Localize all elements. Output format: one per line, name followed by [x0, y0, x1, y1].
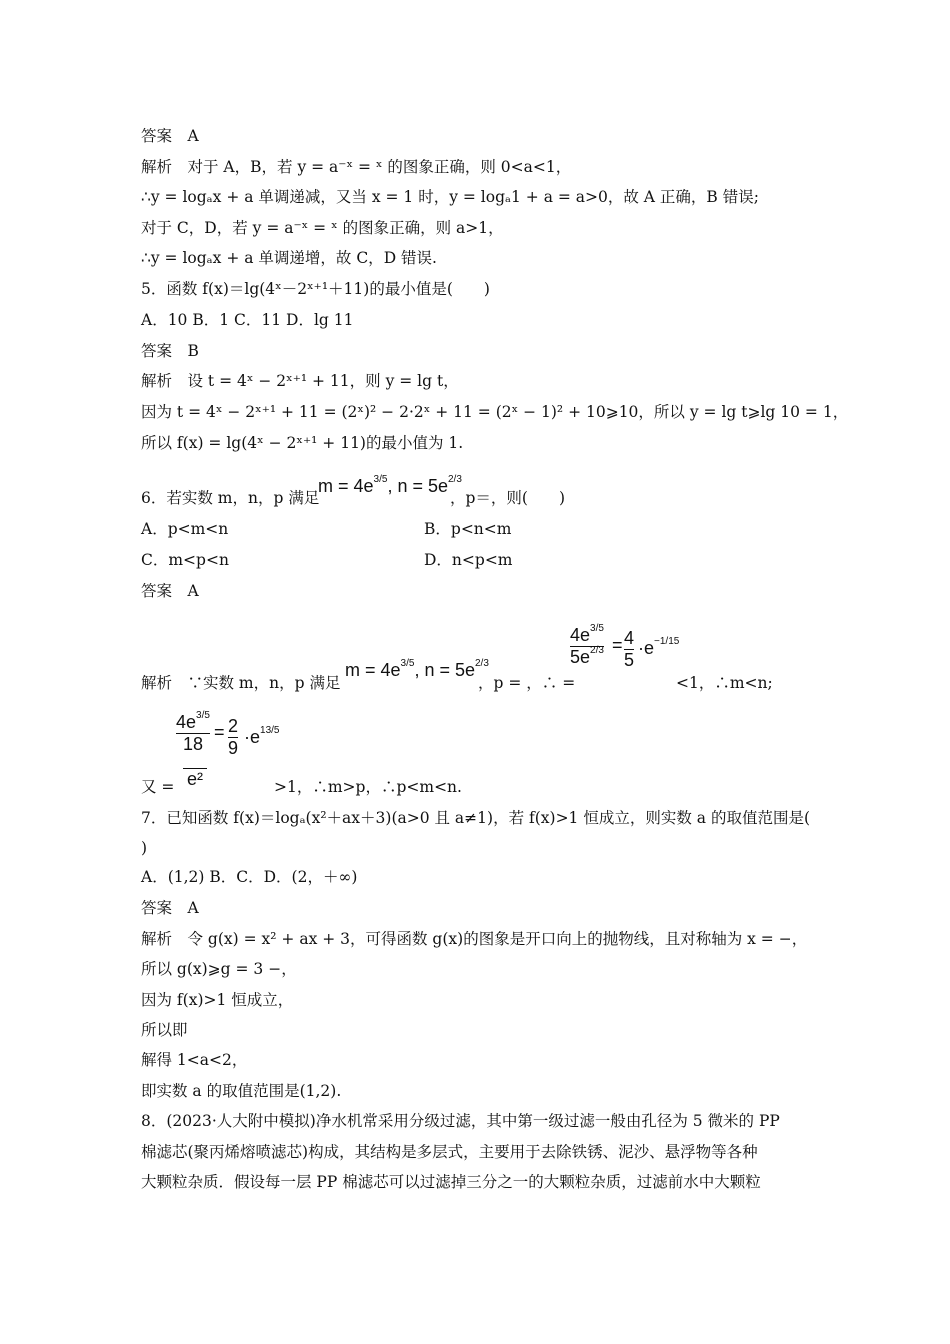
formula-equals: = — [214, 722, 225, 742]
analysis-6-line2-end: >1，∴m>p，∴p<m<n. — [274, 778, 462, 796]
option-6-C: C．m<p<n — [141, 551, 229, 569]
option-6-B: B．p<n<m — [424, 520, 512, 538]
analysis-4-line4: ∴y = logₐx + a 单调递增，故 C，D 错误. — [141, 249, 437, 267]
analysis-7-line5: 解得 1<a<2， — [141, 1051, 248, 1069]
analysis-6-end: <1，∴m<n; — [676, 674, 773, 692]
option-6-D: D．n<p<m — [424, 551, 513, 569]
formula-m-n: $m = 4e^{3/5}$, $n = 5e^{2/3}$ — [318, 474, 462, 496]
question-5: 5．函数 f(x)＝lg(4ˣ－2ˣ⁺¹＋11)的最小值是( ) — [141, 280, 490, 298]
formula-e-squared: e² — [183, 768, 207, 790]
question-8-line1: 8．(2023·人大附中模拟)净水机常采用分级过滤，其中第一级过滤一般由孔径为 5 微米的 PP — [141, 1112, 780, 1130]
formula-m-over-n: $\frac{4e^{3/5}}{5e^{2/3}}$ — [570, 623, 604, 667]
formula-two-ninths: $\frac{2}{9}$ — [228, 716, 239, 758]
formula-m-n-2: $m = 4e^{3/5}$, $n = 5e^{2/3}$ — [345, 658, 489, 680]
option-6-A: A．p<m<n — [141, 520, 229, 538]
answer-5: 答案 B — [141, 342, 199, 360]
analysis-7-line4: 所以即 — [141, 1021, 188, 1039]
analysis-7-line6: 即实数 a 的取值范围是(1,2). — [141, 1082, 342, 1100]
analysis-4-line2: ∴y = logₐx + a 单调递减，又当 x = 1 时，y = logₐ1 + a = a>0，故 A 正确，B 错误; — [141, 188, 759, 206]
formula-e-power: $\cdot e^{-1/15}$ — [638, 636, 680, 658]
question-7-cont: ) — [141, 839, 148, 857]
formula-ratio-rhs: = — [612, 635, 623, 655]
analysis-4-line1: 解析 对于 A，B，若 y = a⁻ˣ = ˣ 的图象正确，则 0<a<1， — [141, 158, 572, 176]
analysis-7-line3: 因为 f(x)>1 恒成立， — [141, 991, 294, 1009]
analysis-4-line3: 对于 C，D，若 y = a⁻ˣ = ˣ 的图象正确，则 a>1， — [141, 219, 504, 237]
answer-6: 答案 A — [141, 582, 199, 600]
analysis-5-line3: 所以 f(x) = lg(4ˣ − 2ˣ⁺¹ + 11)的最小值为 1. — [141, 434, 464, 452]
analysis-5-line2: 因为 t = 4ˣ − 2ˣ⁺¹ + 11 = (2ˣ)² − 2·2ˣ + 11 = (2ˣ − 1)² + 10⩾10，所以 y = lg t⩾lg 10 = 1， — [141, 403, 849, 421]
question-8-line3: 大颗粒杂质．假设每一层 PP 棉滤芯可以过滤掉三分之一的大颗粒杂质，过滤前水中大颗粒 — [141, 1173, 761, 1191]
analysis-6-line1: 解析 ∵实数 m，n，p 满足 — [141, 674, 341, 692]
question-7-options: A．(1,2) B．C．D．(2，＋∞) — [141, 868, 358, 886]
analysis-6-mid: ，p = ，∴ = — [478, 674, 576, 692]
analysis-5-line1: 解析 设 t = 4ˣ − 2ˣ⁺¹ + 11，则 y = lg t， — [141, 372, 459, 390]
analysis-6-line2: 又 = — [141, 778, 175, 796]
question-5-options: A．10 B．1 C．11 D．lg 11 — [141, 311, 354, 329]
answer-4: 答案 A — [141, 127, 199, 145]
question-6-tail: ，p＝，则( ) — [450, 489, 566, 507]
analysis-7-line2: 所以 g(x)⩾g = 3 −， — [141, 960, 297, 978]
formula-four-fifths: $\frac{4}{5}$ — [624, 628, 635, 670]
question-6: 6．若实数 m，n，p 满足 — [141, 489, 320, 507]
formula-e-13-5: $\cdot e^{13/5}$ — [244, 725, 280, 747]
analysis-7-line1: 解析 令 g(x) = x² + ax + 3，可得函数 g(x)的图象是开口向上的抛物线，且对称轴为 x = −， — [141, 930, 808, 948]
answer-7: 答案 A — [141, 899, 199, 917]
formula-m-over-18: $\frac{4e^{3/5}}{18}$ — [176, 710, 210, 754]
question-8-line2: 棉滤芯(聚丙烯熔喷滤芯)构成，其结构是多层式，主要用于去除铁锈、泥沙、悬浮物等各种 — [141, 1143, 758, 1161]
question-7: 7．已知函数 f(x)＝logₐ(x²＋ax＋3)(a>0 且 a≠1)，若 f(x)>1 恒成立，则实数 a 的取值范围是( — [141, 809, 810, 827]
